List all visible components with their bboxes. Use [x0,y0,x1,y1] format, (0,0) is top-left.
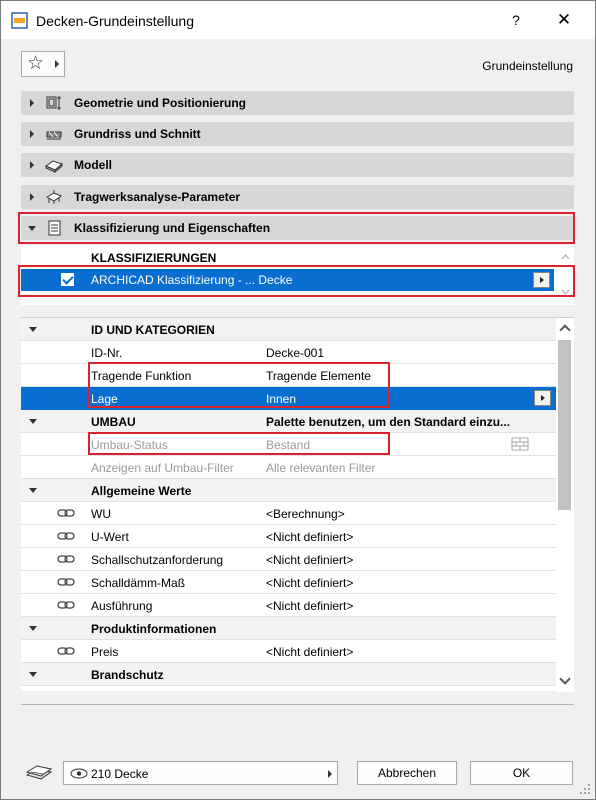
classification-name: ARCHICAD Klassifizierung - ... Decke [91,273,293,287]
link-icon [57,577,75,587]
slab-tool-icon [11,12,28,29]
ok-button[interactable]: OK [470,761,573,785]
divider [21,704,574,705]
link-icon [57,646,75,656]
property-key: WU [91,507,111,521]
property-key: Lage [91,392,118,406]
scroll-thumb[interactable] [558,340,571,510]
property-value[interactable]: Palette benutzen, um den Standard einzu... [266,415,511,429]
section-row-id-und-kategorien[interactable] [21,318,556,341]
eye-icon [70,768,88,779]
scroll-up-icon[interactable] [559,324,570,335]
collapse-arrow-icon[interactable] [29,672,37,677]
panel-floorplan-section[interactable] [21,122,574,146]
property-key: Produktinformationen [91,622,217,636]
help-button[interactable]: ? [512,12,520,28]
property-value[interactable]: Tragende Elemente [266,369,371,383]
panel-label: Modell [74,158,112,172]
property-key: U-Wert [91,530,129,544]
property-key: UMBAU [91,415,136,429]
close-button[interactable]: ✕ [556,10,572,29]
preset-label: Grundeinstellung [482,59,573,73]
classification-checkbox[interactable] [61,273,74,286]
property-row-id-nr[interactable] [21,341,556,364]
value-picker-button[interactable] [534,390,551,406]
section-row-umbau[interactable] [21,410,556,433]
geometry-icon [45,95,63,111]
property-row-schalldämm-maß[interactable] [21,571,556,594]
link-icon [57,554,75,564]
properties-list [21,317,574,691]
scroll-down-icon[interactable] [559,673,570,684]
property-value[interactable]: <Berechnung> [266,507,345,521]
chevron-right-icon [55,60,59,68]
classification-list [21,245,574,305]
window-title: Decken-Grundeinstellung [36,13,194,29]
property-row-lage[interactable] [21,387,556,410]
property-rows [21,318,556,686]
expand-arrow-icon [30,161,34,169]
property-row-umbau-status[interactable] [21,433,556,456]
classification-icon [45,220,63,236]
section-row-allgemeine-werte[interactable] [21,479,556,502]
property-key: ID-Nr. [91,346,123,360]
link-icon [57,508,75,518]
link-icon [57,600,75,610]
property-row-wu[interactable] [21,502,556,525]
expand-arrow-icon [30,193,34,201]
property-row-ausführung[interactable] [21,594,556,617]
properties-scrollbar[interactable] [556,318,574,692]
collapse-arrow-icon [28,226,36,231]
collapse-arrow-icon[interactable] [29,626,37,631]
section-row-produktinformationen[interactable] [21,617,556,640]
property-row-anzeigen-auf-umbau-filter[interactable] [21,456,556,479]
title-bar [1,1,595,39]
floorplan-section-icon [45,126,63,142]
expand-arrow-icon [30,99,34,107]
property-key: Anzeigen auf Umbau-Filter [91,461,234,475]
property-row-tragende-funktion[interactable] [21,364,556,387]
panel-structural-analysis[interactable] [21,185,574,209]
property-value: Alle relevanten Filter [266,461,376,475]
panel-label: Geometrie und Positionierung [74,96,247,110]
property-key: Tragende Funktion [91,369,192,383]
panel-label: Grundriss und Schnitt [74,127,201,141]
property-key: Brandschutz [91,668,164,682]
classification-header: KLASSIFIZIERUNGEN [91,251,217,265]
panel-label: Klassifizierung und Eigenschaften [74,221,271,235]
property-key: Ausführung [91,599,153,613]
collapse-arrow-icon[interactable] [29,488,37,493]
section-row-brandschutz[interactable] [21,663,556,686]
property-value: Bestand [266,438,311,452]
panel-model[interactable] [21,153,574,177]
property-key: ID UND KATEGORIEN [91,323,215,337]
scroll-arrows-icon [557,245,574,305]
property-value[interactable]: <Nicht definiert> [266,530,354,544]
renovation-palette-icon[interactable] [511,437,529,451]
star-icon: ☆ [27,53,45,74]
resize-grip-icon[interactable] [579,783,591,795]
property-key: Schallschutzanforderung [91,553,224,567]
layer-name: 210 Decke [91,767,149,781]
model-icon [45,157,63,173]
favorites-button[interactable] [21,51,65,77]
chevron-right-icon [328,770,332,778]
property-key: Allgemeine Werte [91,484,192,498]
expand-arrow-icon [30,130,34,138]
layer-icon [25,763,53,781]
structural-analysis-icon [45,189,63,205]
cancel-button[interactable]: Abbrechen [357,761,457,785]
property-row-preis[interactable] [21,640,556,663]
panel-label: Tragwerksanalyse-Parameter [74,190,241,204]
property-value[interactable]: <Nicht definiert> [266,576,354,590]
classification-picker-button[interactable] [533,272,550,288]
property-row-u-wert[interactable] [21,525,556,548]
collapse-arrow-icon[interactable] [29,419,37,424]
panel-geometry[interactable] [21,91,574,115]
classification-scrollbar[interactable] [557,245,574,305]
classification-row[interactable] [21,269,554,291]
property-key: Schalldämm-Maß [91,576,186,590]
layer-select[interactable] [63,761,338,785]
panel-classification-properties[interactable] [21,216,574,240]
property-value[interactable]: Innen [266,392,297,406]
property-key: Umbau-Status [91,438,168,452]
property-key: Preis [91,645,119,659]
property-value[interactable]: <Nicht definiert> [266,553,354,567]
link-icon [57,531,75,541]
property-row-schallschutzanforderung[interactable] [21,548,556,571]
property-value[interactable]: Decke-001 [266,346,325,360]
property-value[interactable]: <Nicht definiert> [266,645,354,659]
collapse-arrow-icon[interactable] [29,327,37,332]
property-value[interactable]: <Nicht definiert> [266,599,354,613]
